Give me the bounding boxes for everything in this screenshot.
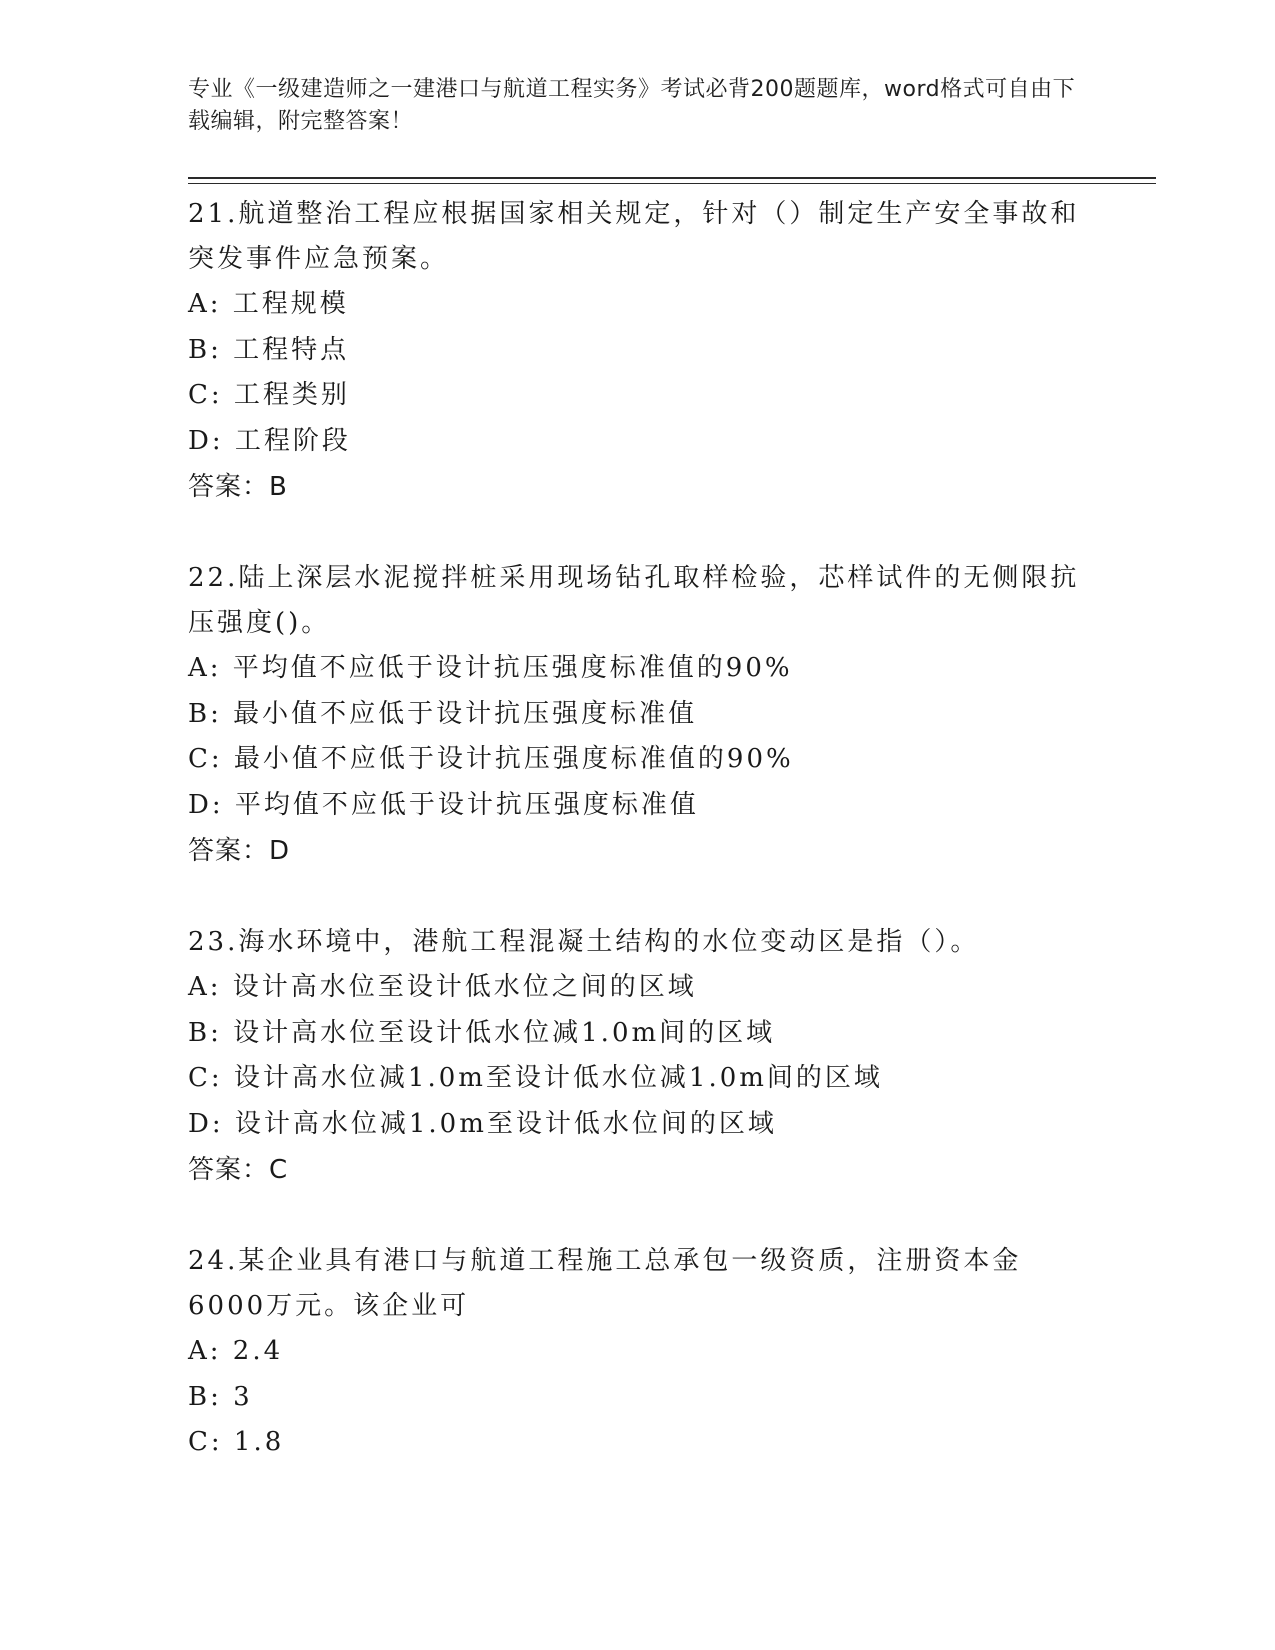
option-b: B: 设计高水位至设计低水位减1.0m间的区域 [188,1017,776,1048]
option-b: B: 工程特点 [188,334,350,365]
question-22 [188,554,1088,874]
question-spacer [188,510,1088,554]
option-c: C: 工程类别 [188,380,350,410]
question-stem: 22.陆上深层水泥搅拌桩采用现场钻孔取样检验，芯样试件的无侧限抗压强度()。 [188,563,1080,638]
question-spacer [188,1193,1088,1237]
option-a: A: 平均值不应低于设计抗压强度标准值的90% [188,653,793,683]
option-b: B: 最小值不应低于设计抗压强度标准值 [188,698,698,729]
question-23 [188,918,1088,1193]
option-c: C: 设计高水位减1.0m至设计低水位减1.0m间的区域 [188,1063,883,1093]
question-stem: 23.海水环境中，港航工程混凝土结构的水位变动区是指（）。 [188,927,980,957]
option-d: D: 平均值不应低于设计抗压强度标准值 [188,789,699,820]
question-21 [188,190,1088,510]
question-stem: 24.某企业具有港口与航道工程施工总承包一级资质，注册资本金6000万元。该企业可 [188,1246,1022,1321]
question-spacer [188,874,1088,918]
option-d: D: 设计高水位减1.0m至设计低水位间的区域 [188,1108,777,1139]
option-c: C: 1.8 [188,1427,285,1457]
option-a: A: 工程规模 [188,289,349,319]
question-list [188,190,1088,1466]
answer-line: 答案：B [188,472,288,502]
header-rule-thin [188,183,1156,184]
document-header: 专业《一级建造师之一建港口与航道工程实务》考试必背200题题库，word格式可自由下载编辑，附完整答案！ [188,77,1076,134]
header-rule-thick [188,177,1156,179]
option-d: D: 工程阶段 [188,425,351,456]
question-24 [188,1237,1088,1466]
question-stem: 21.航道整治工程应根据国家相关规定，针对（）制定生产安全事故和突发事件应急预案。 [188,199,1080,274]
option-b: B: 3 [188,1381,253,1412]
answer-line: 答案：D [188,836,291,866]
answer-line: 答案：C [188,1155,289,1185]
option-c: C: 最小值不应低于设计抗压强度标准值的90% [188,744,794,774]
option-a: A: 2.4 [188,1336,284,1366]
option-a: A: 设计高水位至设计低水位之间的区域 [188,972,697,1002]
